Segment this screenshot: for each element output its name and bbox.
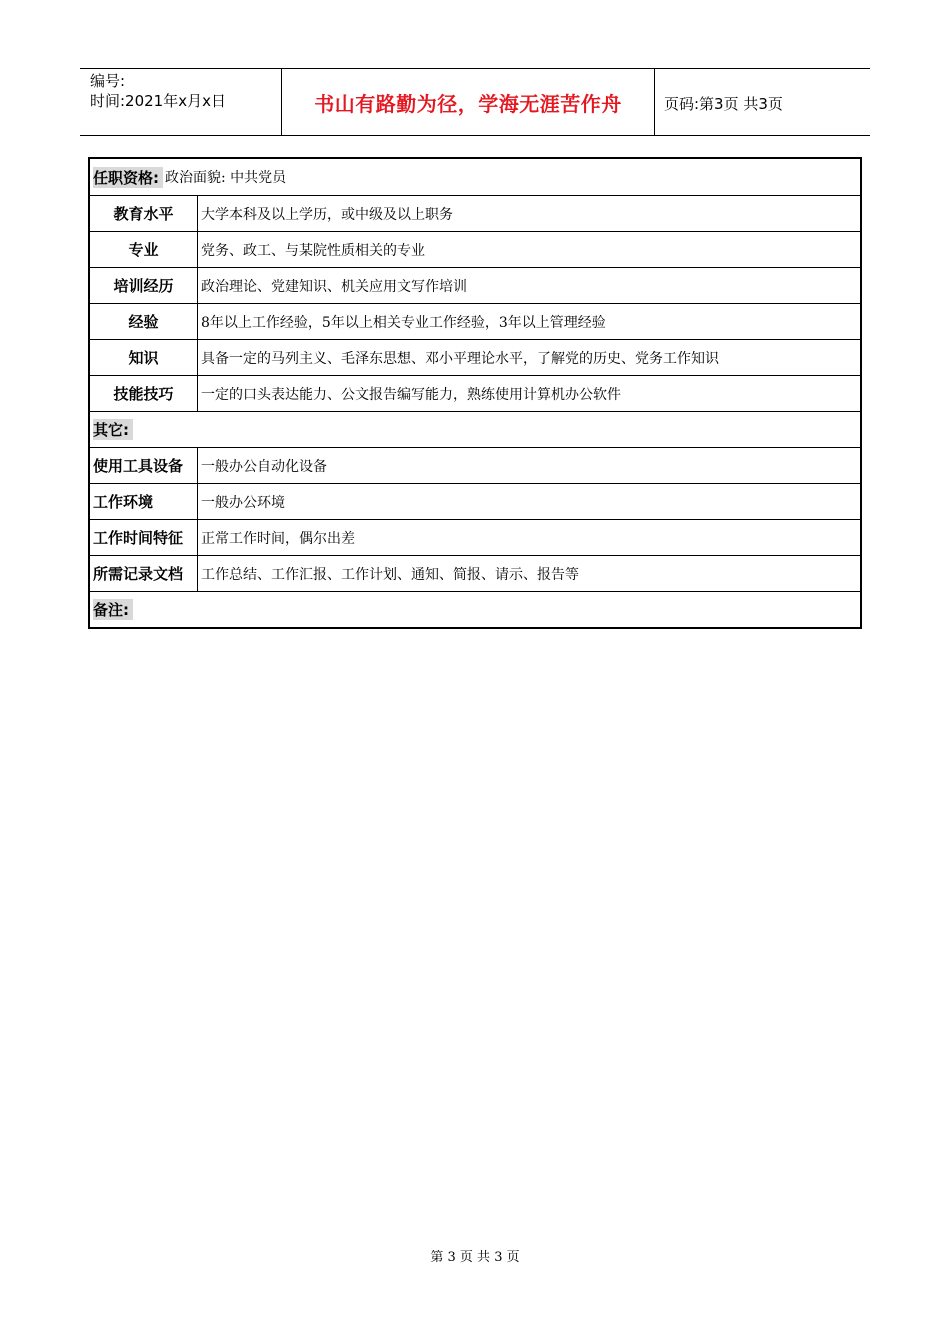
row-label: 教育水平 — [90, 196, 198, 231]
row-label: 使用工具设备 — [90, 448, 198, 483]
row-label: 工作时间特征 — [90, 520, 198, 555]
page-info: 页码:第3页 共3页 — [664, 95, 783, 113]
number-label: 编号: — [90, 72, 126, 90]
remarks-label: 备注: — [93, 599, 133, 620]
row-label: 工作环境 — [90, 484, 198, 519]
row-value: 工作总结、工作汇报、工作计划、通知、简报、请示、报告等 — [201, 566, 579, 583]
qualification-row — [90, 159, 860, 195]
qualification-label: 任职资格: — [93, 167, 163, 188]
row-value: 一定的口头表达能力、公文报告编写能力，熟练使用计算机办公软件 — [201, 386, 621, 403]
row-label: 专业 — [90, 232, 198, 267]
row-label: 培训经历 — [90, 268, 198, 303]
table-row — [90, 231, 860, 267]
motto: 书山有路勤为径，学海无涯苦作舟 — [314, 91, 622, 116]
table-row — [90, 375, 860, 411]
table-row — [90, 339, 860, 375]
qualification-table — [88, 157, 862, 629]
row-label: 知识 — [90, 340, 198, 375]
row-value: 具备一定的马列主义、毛泽东思想、邓小平理论水平，了解党的历史、党务工作知识 — [201, 350, 719, 367]
table-row — [90, 267, 860, 303]
row-value: 大学本科及以上学历，或中级及以上职务 — [201, 206, 453, 223]
row-value: 一般办公自动化设备 — [201, 458, 327, 475]
table-row — [90, 519, 860, 555]
remarks-row — [90, 591, 860, 627]
row-label: 所需记录文档 — [90, 556, 198, 591]
row-value: 一般办公环境 — [201, 494, 285, 511]
date-label: 时间:2021年x月x日 — [90, 92, 226, 110]
table-row — [90, 447, 860, 483]
table-row — [90, 483, 860, 519]
table-row — [90, 303, 860, 339]
header-meta — [90, 71, 226, 111]
political-status: 政治面貌: 中共党员 — [165, 170, 287, 186]
table-row — [90, 195, 860, 231]
row-value: 8年以上工作经验，5年以上相关专业工作经验，3年以上管理经验 — [201, 314, 606, 331]
other-section-row — [90, 411, 860, 447]
row-value: 政治理论、党建知识、机关应用文写作培训 — [201, 278, 467, 295]
table-row — [90, 555, 860, 591]
row-value: 正常工作时间，偶尔出差 — [201, 530, 355, 547]
other-label: 其它: — [93, 419, 133, 440]
document-header — [80, 68, 870, 136]
row-label: 经验 — [90, 304, 198, 339]
row-label: 技能技巧 — [90, 376, 198, 411]
header-motto-cell — [281, 69, 655, 135]
row-value: 党务、政工、与某院性质相关的专业 — [201, 242, 425, 259]
page-footer: 第 3 页 共 3 页 — [430, 1250, 520, 1265]
